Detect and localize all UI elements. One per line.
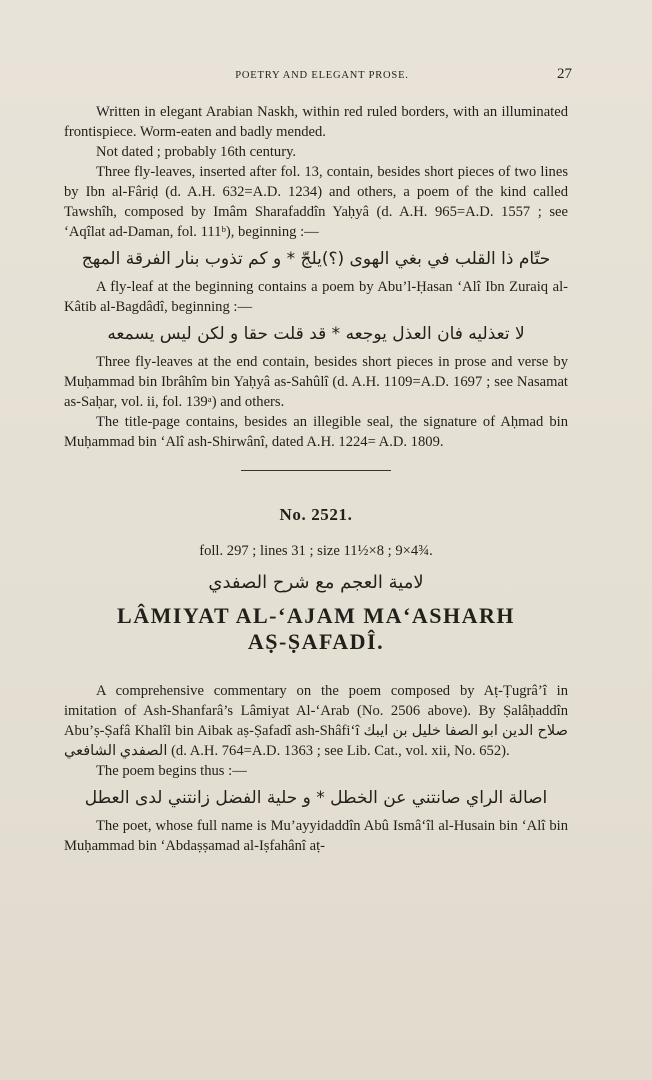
entry-title-line-2: AṢ-ṢAFADÎ. bbox=[247, 629, 385, 654]
arabic-verse-1: حتّام ذا القلب في بغي الهوى (؟)يلجّ * و كم تذوب بنار الفرقة المهج bbox=[81, 249, 551, 269]
end-fly-leaves-paragraph: Three fly-leaves at the end contain, besides short pieces in prose and verse by Muḥammad bin Ibrâhîm bin Yaḥyâ as-Sahûlî (d. A.H. 1109=A.D. 1697 ; see Nasamat as-Saḥar, vol. ii, fol. 139ᵃ) and others. bbox=[64, 354, 568, 410]
date-paragraph: Not dated ; probably 16th century. bbox=[96, 144, 297, 160]
running-title: POETRY AND ELEGANT PROSE. bbox=[235, 70, 409, 81]
page-number: 27 bbox=[557, 66, 572, 82]
page-body bbox=[64, 102, 568, 856]
poet-paragraph: The poet, whose full name is Mu’ayyidaddîn Abû Ismâ‘îl al-Husain bin ‘Alî bin Muḥammad bin ‘Abdaṣṣamad al-Iṣfahânî aṭ- bbox=[64, 818, 568, 854]
poem-begins-paragraph: The poem begins thus :— bbox=[96, 763, 247, 779]
entry-title bbox=[64, 603, 568, 655]
description-paragraph: Written in elegant Arabian Naskh, within red ruled borders, with an illuminated frontispiece. Worm-eaten and badly mended. bbox=[64, 104, 568, 140]
title-page-paragraph: The title-page contains, besides an illegible seal, the signature of Aḥmad bin Muḥammad bin ‘Alî ash-Shirwânî, dated A.H. 1224= A.D. 1809. bbox=[64, 414, 568, 450]
entry-title-line-1: LÂMIYAT AL-‘AJAM MA‘ASHARH bbox=[117, 603, 515, 628]
fly-leaves-paragraph: Three fly-leaves, inserted after fol. 13, contain, besides short pieces of two lines by Ibn al-Fâriḍ (d. A.H. 632=A.D. 1234) and others, a poem of the kind called Tawshîh, composed by Imâm Sharafaddîn Yaḥyâ (d. A.H. 965=A.D. 1557 ; see ‘Aqîlat ad-Daman, fol. 111ᵇ), beginning :— bbox=[64, 164, 568, 240]
fly-leaf-paragraph: A fly-leaf at the beginning contains a poem by Abu’l-Ḥasan ‘Alî Ibn Zuraiq al-Kâtib al-Bagdâdî, beginning :— bbox=[64, 279, 568, 315]
collation-line: foll. 297 ; lines 31 ; size 11½×8 ; 9×4¾. bbox=[199, 543, 433, 559]
commentary-paragraph: A comprehensive commentary on the poem composed by Aṭ-Ṭugrâ’î in imitation of Ash-Shanfarâ’s Lâmiyat Al-‘Arab (No. 2506 above). By Ṣalâḥaddîn Abu’ṣ-Ṣafâ Khalîl bin Aibak aṣ-Ṣafadî ash-Shâfi‘î صلاح الدين ابو الصفا خليل بن ايبك الصفدي الشافعي (d. A.H. 764=A.D. 1363 ; see Lib. Cat., vol. xii, No. 652). bbox=[64, 683, 569, 759]
section-divider bbox=[241, 470, 391, 471]
entry-number: No. 2521. bbox=[279, 505, 353, 524]
arabic-verse-3: اصالة الراي صانتني عن الخطل * و حلية الفضل زانتني لدى العطل bbox=[84, 788, 548, 808]
arabic-title: لامية العجم مع شرح الصفدي bbox=[208, 572, 424, 593]
page-header bbox=[72, 62, 572, 86]
arabic-verse-2: لا تعذليه فان العذل يوجعه * قد قلت حقا و لكن ليس يسمعه bbox=[107, 324, 525, 344]
